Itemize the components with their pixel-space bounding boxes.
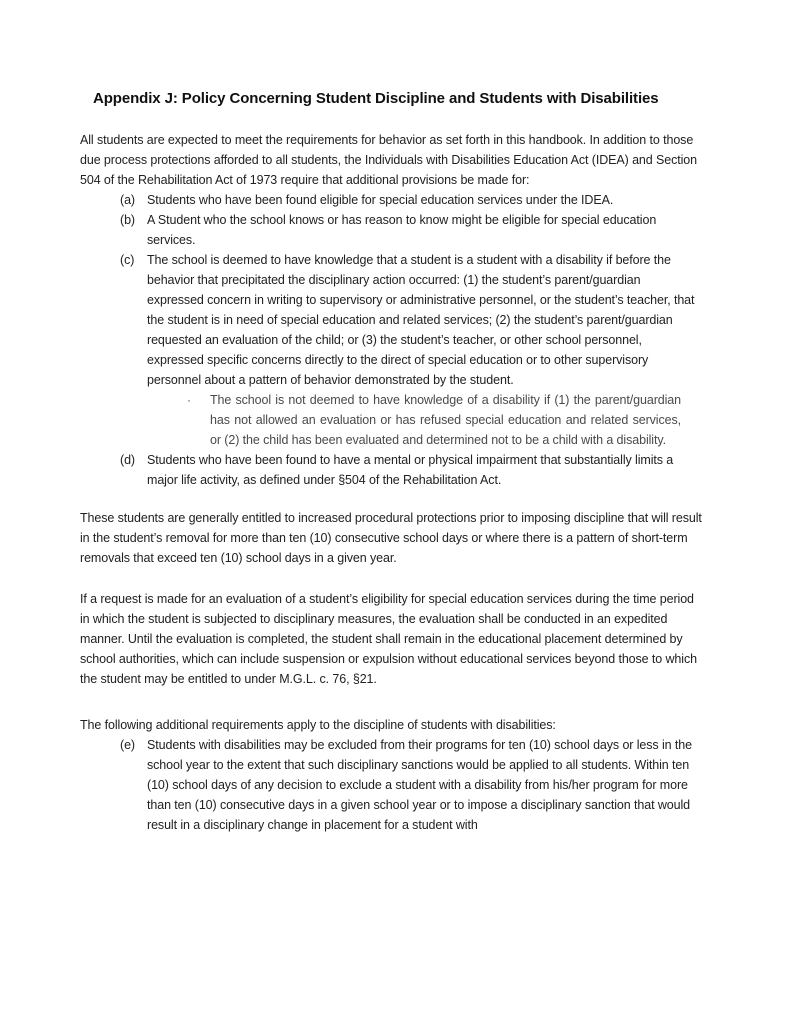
- list-item-c-body: [147, 250, 700, 450]
- list-item-a-text: Students who have been found eligible for special education services under the IDEA.: [147, 193, 614, 207]
- provision-list: [80, 190, 711, 490]
- list-item-a: [120, 190, 711, 210]
- knowledge-exception-note: [187, 390, 681, 450]
- list-item-b-text: A Student who the school knows or has reason to know might be eligible for special education services.: [147, 213, 657, 247]
- intro-paragraph: All students are expected to meet the requirements for behavior as set forth in this handbook. In addition to those due process protections afforded to all students, the Individuals with Disabilities Education Act (IDEA) and Section 504 of the Rehabilitation Act of 1973 require that additional provisions be made for:: [80, 133, 697, 187]
- page-title: Appendix J: Policy Concerning Student Discipline and Students with Disabilities: [93, 90, 659, 107]
- list-marker-c: (c): [120, 253, 135, 267]
- list-marker-e: (e): [120, 738, 135, 752]
- evaluation-request-paragraph: If a request is made for an evaluation of a student’s eligibility for special education services during the time period in which the student is subjected to disciplinary measures, the evaluation shall be conducted in an expedited manner. Until the evaluation is completed, the student shall remain in the educational placement determined by school authorities, which can include suspension or expulsion without educational services beyond those to which the student may be entitled to under M.G.L. c. 76, §21.: [80, 592, 697, 686]
- list-item-c-text: The school is deemed to have knowledge that a student is a student with a disability if before the behavior that precipitated the disciplinary action occurred: (1) the student’s parent/guardian expressed concern in writing to supervisory or administrative personnel, or the student’s teacher, that the student is in need of special education and related services; (2) the student’s parent/guardian requested an evaluation of the child; or (3) the student’s teacher, or other school personnel, expressed specific concerns directly to the direct of special education or to other supervisory personnel about a pattern of behavior demonstrated by the student.: [147, 253, 695, 387]
- list-item-d: [120, 450, 711, 490]
- procedural-protections-paragraph: These students are generally entitled to increased procedural protections prior to imposing discipline that will result in the student’s removal for more than ten (10) consecutive school days or where there is a pattern of short-term removals that exceed ten (10) school days in a given year.: [80, 511, 702, 565]
- bullet-dot-icon: ·: [187, 393, 191, 407]
- list-item-d-text: Students who have been found to have a mental or physical impairment that substantially limits a major life activity, as defined under §504 of the Rehabilitation Act.: [147, 453, 674, 487]
- list-item-c: [120, 250, 711, 450]
- list-marker-d: (d): [120, 453, 135, 467]
- requirements-list: [80, 735, 711, 835]
- requirements-intro-paragraph: The following additional requirements apply to the discipline of students with disabilities:: [80, 718, 556, 732]
- list-marker-a: (a): [120, 193, 135, 207]
- list-marker-b: (b): [120, 213, 135, 227]
- knowledge-exception-note-text: The school is not deemed to have knowledge of a disability if (1) the parent/guardian has not allowed an evaluation or has refused special education and related services, or (2) the child has been evaluated and determined not to be a child with a disability.: [210, 393, 681, 447]
- list-item-b: [120, 210, 711, 250]
- list-item-e: [120, 735, 711, 835]
- list-item-e-text: Students with disabilities may be excluded from their programs for ten (10) school days or less in the school year to the extent that such disciplinary sanctions would be applied to all students. Within ten (10) school days of any decision to exclude a student with a disability from his/her program for more than ten (10) consecutive days in a given school year or to impose a disciplinary sanction that would result in a disciplinary change in placement for a student with: [147, 738, 692, 832]
